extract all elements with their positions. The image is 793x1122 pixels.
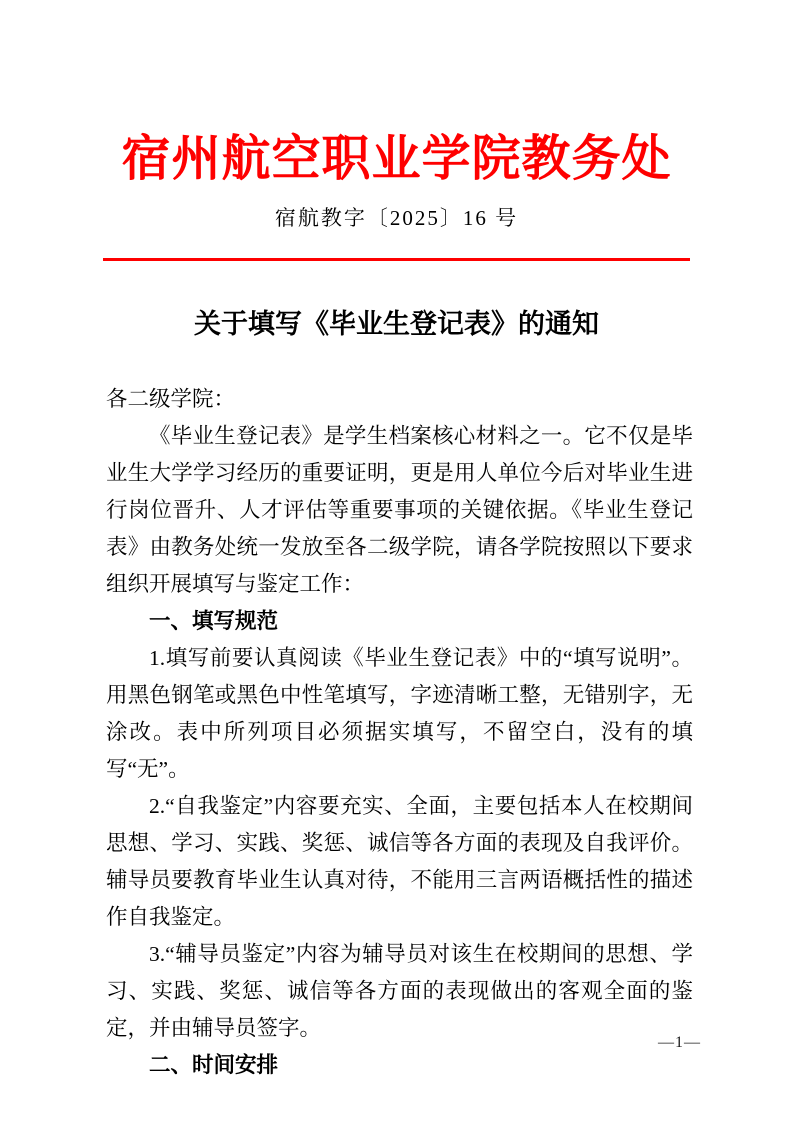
- body-paragraph: 《毕业生登记表》是学生档案核心材料之一。它不仅是毕业生大学学习经历的重要证明，更是用人单位今后对毕业生进行岗位晋升、人才评估等重要事项的关键依据。《毕业生登记表》由教务处统一发放至各二级学院，请各学院按照以下要求组织开展填写与鉴定工作：: [106, 423, 693, 596]
- section-heading: 二、时间安排: [149, 1052, 279, 1077]
- org-title: 宿州航空职业学院教务处: [121, 131, 672, 186]
- page-number: —1—: [658, 1034, 701, 1051]
- body-paragraph: 3.“辅导员鉴定”内容为辅导员对该生在校期间的思想、学习、实践、奖惩、诚信等各方面的表现做出的客观全面的鉴定，并由辅导员签字。: [106, 941, 693, 1040]
- document-body: [106, 381, 693, 1084]
- salutation: 各二级学院：: [106, 386, 236, 411]
- document-title: 关于填写《毕业生登记表》的通知: [194, 308, 599, 339]
- section-heading: 一、填写规范: [149, 608, 279, 633]
- header-divider-line: [103, 258, 690, 261]
- body-paragraph: 2.“自我鉴定”内容要充实、全面，主要包括本人在校期间思想、学习、实践、奖惩、诚信等各方面的表现及自我评价。辅导员要教育毕业生认真对待，不能用三言两语概括性的描述作自我鉴定。: [106, 793, 693, 929]
- doc-number: 宿航教字〔2025〕16 号: [274, 205, 519, 230]
- body-paragraph: 1.填写前要认真阅读《毕业生登记表》中的“填写说明”。用黑色钢笔或黑色中性笔填写，字迹清晰工整，无错别字，无涂改。表中所列项目必须据实填写，不留空白，没有的填写“无”。: [106, 645, 693, 781]
